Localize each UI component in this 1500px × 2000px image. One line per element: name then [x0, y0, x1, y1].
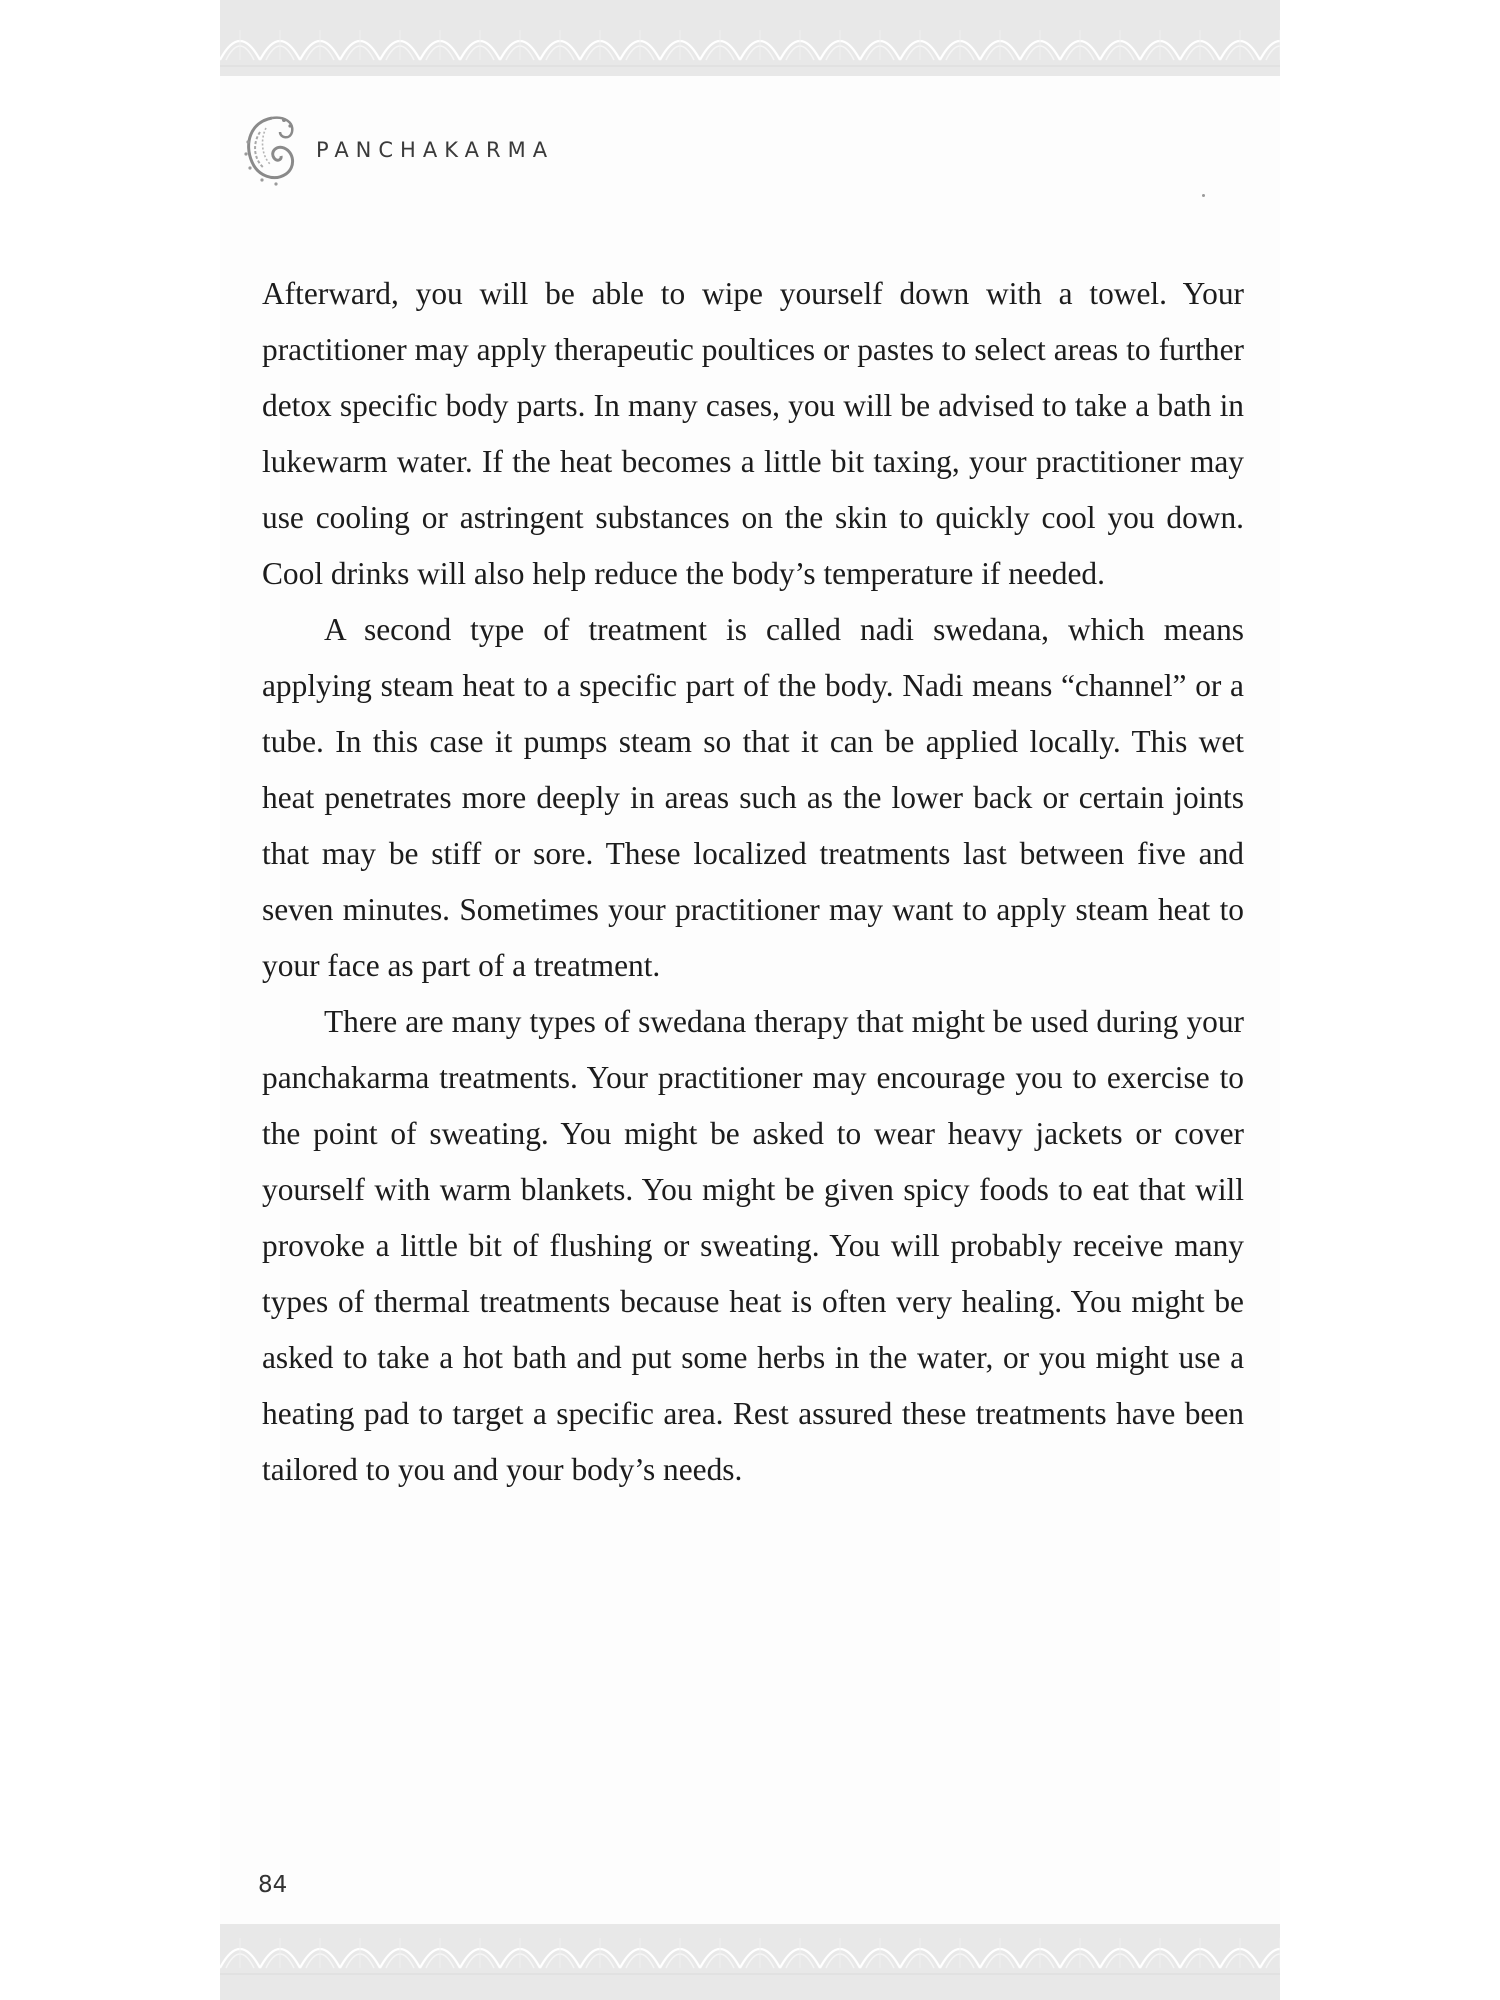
paragraph-3: There are many types of swedana therapy that might be used during your panchakarma treatments. Your practitioner may encourage you to exercise to the point of sweating. You might be asked to wear heavy jackets or cover yourself with warm blankets. You might be given spicy foods to eat that will provoke a little bit of flushing or sweating. You will probably receive many types of thermal treatments because heat is often very healing. You might be asked to take a hot bath and put some herbs in the water, or you might use a heating pad to target a specific area. Rest assured these treatments have been tailored to you and your body’s needs.: [262, 1004, 1244, 1487]
body-text: [262, 266, 1244, 1498]
print-speck: [1202, 194, 1205, 197]
running-title: PANCHAKARMA: [316, 138, 555, 162]
paragraph-2: A second type of treatment is called nadi swedana, which means applying steam heat to a specific part of the body. Nadi means “channel” or a tube. In this case it pumps steam so that it can be applied locally. This wet heat penetrates more deeply in areas such as the lower back or certain joints that may be stiff or sore. These localized treatments last between five and seven minutes. Sometimes your practitioner may want to apply steam heat to your face as part of a treatment.: [262, 612, 1244, 983]
page-number: 84: [258, 1872, 288, 1898]
running-head: [240, 112, 554, 188]
top-decorative-border: [220, 0, 1280, 76]
paisley-icon: [240, 112, 302, 188]
scallop-pattern-bottom: [220, 1924, 1280, 2000]
scallop-pattern-top: [220, 0, 1280, 76]
book-page: [220, 0, 1280, 2000]
bottom-decorative-border: [220, 1924, 1280, 2000]
paragraph-1: Afterward, you will be able to wipe yourself down with a towel. Your practitioner may apply therapeutic poultices or pastes to select areas to further detox specific body parts. In many cases, you will be advised to take a bath in lukewarm water. If the heat becomes a little bit taxing, your practitioner may use cooling or astringent substances on the skin to quickly cool you down. Cool drinks will also help reduce the body’s temperature if needed.: [262, 276, 1244, 591]
